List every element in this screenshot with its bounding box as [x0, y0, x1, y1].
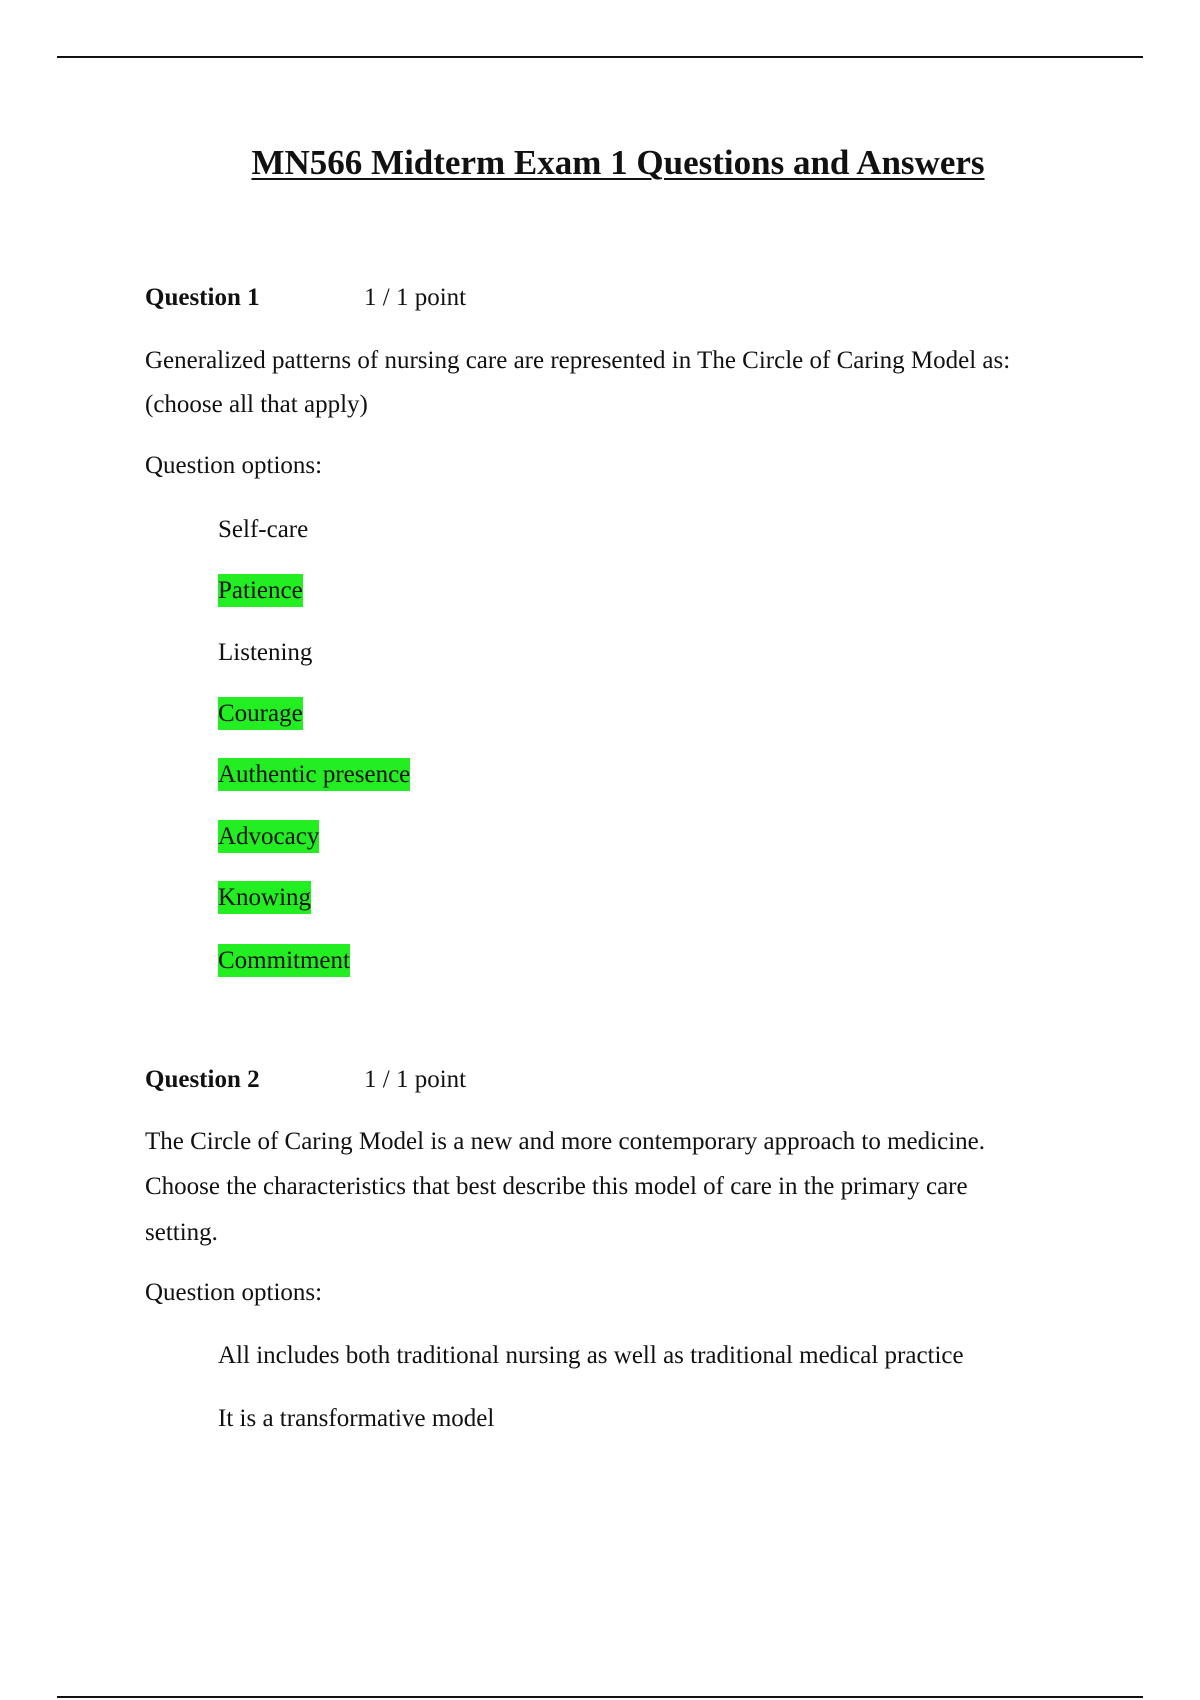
- document-title: MN566 Midterm Exam 1 Questions and Answers: [251, 143, 985, 182]
- question-1-option-authentic-presence: Authentic presence: [218, 758, 410, 791]
- question-2-number: Question 2: [145, 1066, 260, 1093]
- question-2-prompt-line-3: setting.: [145, 1219, 218, 1246]
- question-1-option-commitment: Commitment: [218, 944, 350, 977]
- question-2-prompt-line-2: Choose the characteristics that best describe this model of care in the primary care: [145, 1173, 968, 1200]
- question-1-option-advocacy: Advocacy: [218, 820, 319, 853]
- question-2-points: 1 / 1 point: [364, 1066, 467, 1093]
- question-1-prompt-line-2: (choose all that apply): [145, 391, 368, 418]
- question-2-option-transformative-model: It is a transformative model: [218, 1405, 495, 1432]
- question-1-prompt-line-1: Generalized patterns of nursing care are represented in The Circle of Caring Model as:: [145, 347, 1011, 374]
- question-1-option-courage: Courage: [218, 697, 303, 730]
- question-1-options-label: Question options:: [145, 452, 323, 479]
- question-1-points: 1 / 1 point: [364, 284, 467, 311]
- question-1-option-knowing: Knowing: [218, 881, 311, 914]
- question-1-header: [145, 284, 467, 312]
- question-2-prompt-line-1: The Circle of Caring Model is a new and more contemporary approach to medicine.: [145, 1128, 985, 1155]
- question-1-option-patience: Patience: [218, 574, 303, 607]
- question-2-options-label: Question options:: [145, 1279, 323, 1306]
- question-1-option-self-care: Self-care: [218, 516, 309, 543]
- question-1-option-listening: Listening: [218, 639, 313, 666]
- question-2-option-traditional-practice: All includes both traditional nursing as well as traditional medical practice: [218, 1342, 964, 1369]
- question-2-header: [145, 1066, 467, 1094]
- top-rule: [57, 56, 1143, 58]
- bottom-rule: [57, 1696, 1143, 1698]
- question-1-number: Question 1: [145, 284, 260, 311]
